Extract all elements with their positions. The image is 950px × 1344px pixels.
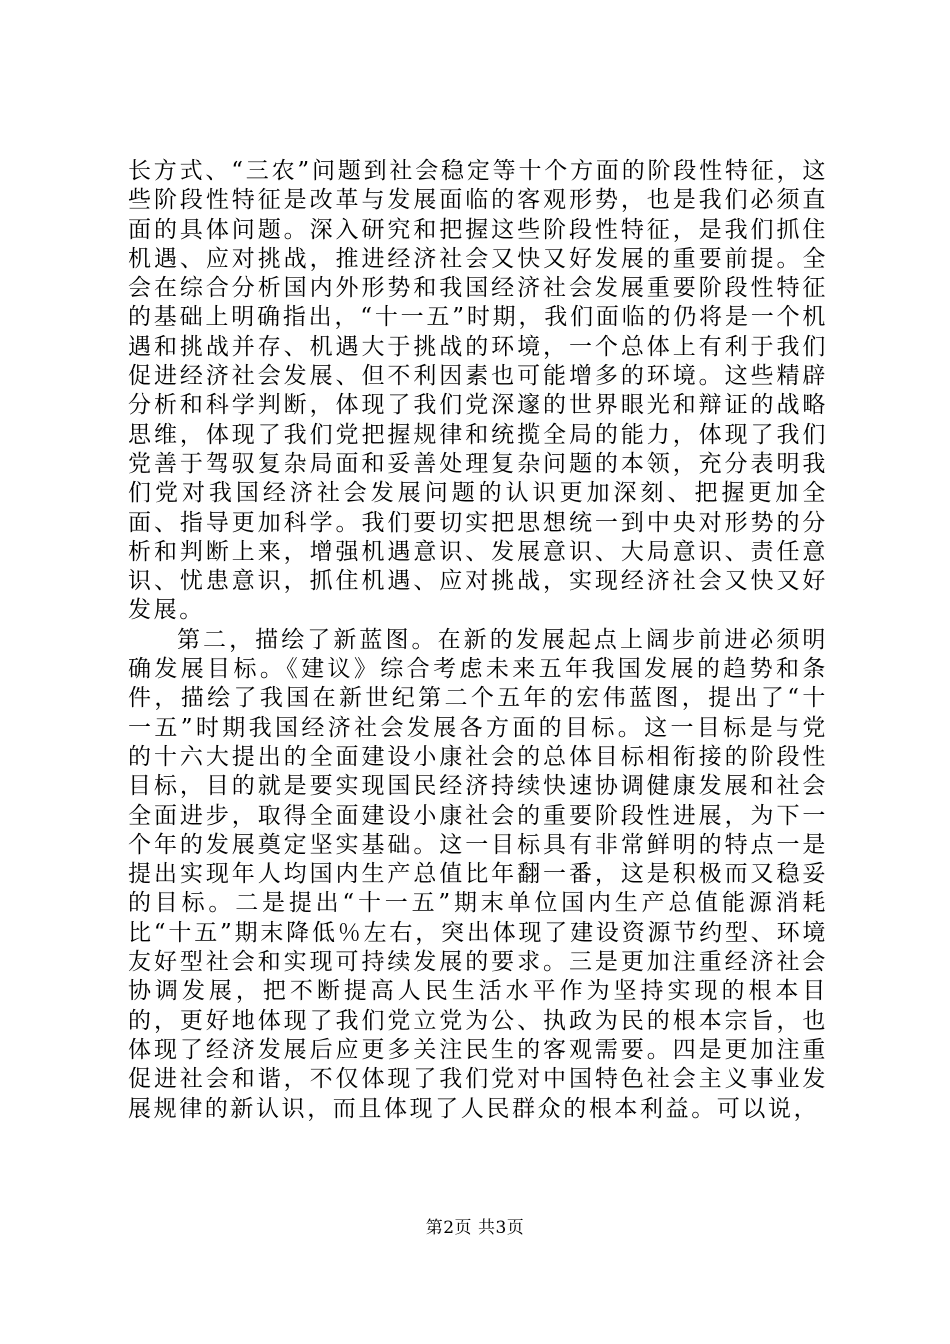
paragraph-2: 第二，描绘了新蓝图。在新的发展起点上阔步前进必须明确发展目标。《建议》综合考虑未来五年我国发展的趋势和条件，描绘了我国在新世纪第二个五年的宏伟蓝图，提出了“十一五”时期我国经济社会发展各方面的目标。这一目标是与党的十六大提出的全面建设小康社会的总体目标相衔接的阶段性目标，目的就是要实现国民经济持续快速协调健康发展和社会全面进步，取得全面建设小康社会的重要阶段性进展，为下一个年的发展奠定坚实基础。这一目标具有非常鲜明的特点一是提出实现年人均国内生产总值比年翻一番，这是积极而又稳妥的目标。二是提出“十一五”期末单位国内生产总值能源消耗比“十五”期末降低％左右，突出体现了建设资源节约型、环境友好型社会和实现可持续发展的要求。三是更加注重经济社会协调发展，把不断提高人民生活水平作为坚持实现的根本目的，更好地体现了我们党立党为公、执政为民的根本宗旨，也体现了经济发展后应更多关注民生的客观需要。四是更加注重促进社会和谐，不仅体现了我们党对中国特色社会主义事业发展规律的新认识，而且体现了人民群众的根本利益。可以说， <box>128 626 828 1122</box>
page-number-footer: 第2页 共3页 <box>425 1218 525 1238</box>
paragraph-1: 长方式、“三农”问题到社会稳定等十个方面的阶段性特征，这些阶段性特征是改革与发展面临的客观形势，也是我们必须直面的具体问题。深入研究和把握这些阶段性特征，是我们抓住机遇、应对挑战，推进经济社会又快又好发展的重要前提。全会在综合分析国内外形势和我国经济社会发展重要阶段性特征的基础上明确指出，“十一五”时期，我们面临的仍将是一个机遇和挑战并存、机遇大于挑战的环境，一个总体上有利于我们促进经济社会发展、但不利因素也可能增多的环境。这些精辟分析和科学判断，体现了我们党深邃的世界眼光和辩证的战略思维，体现了我们党把握规律和统揽全局的能力，体现了我们党善于驾驭复杂局面和妥善处理复杂问题的本领，充分表明我们党对我国经济社会发展问题的认识更加深刻、把握更加全面、指导更加科学。我们要切实把思想统一到中央对形势的分析和判断上来，增强机遇意识、发展意识、大局意识、责任意识、忧患意识，抓住机遇、应对挑战，实现经济社会又快又好发展。 <box>128 158 828 624</box>
document-body <box>128 157 828 1124</box>
